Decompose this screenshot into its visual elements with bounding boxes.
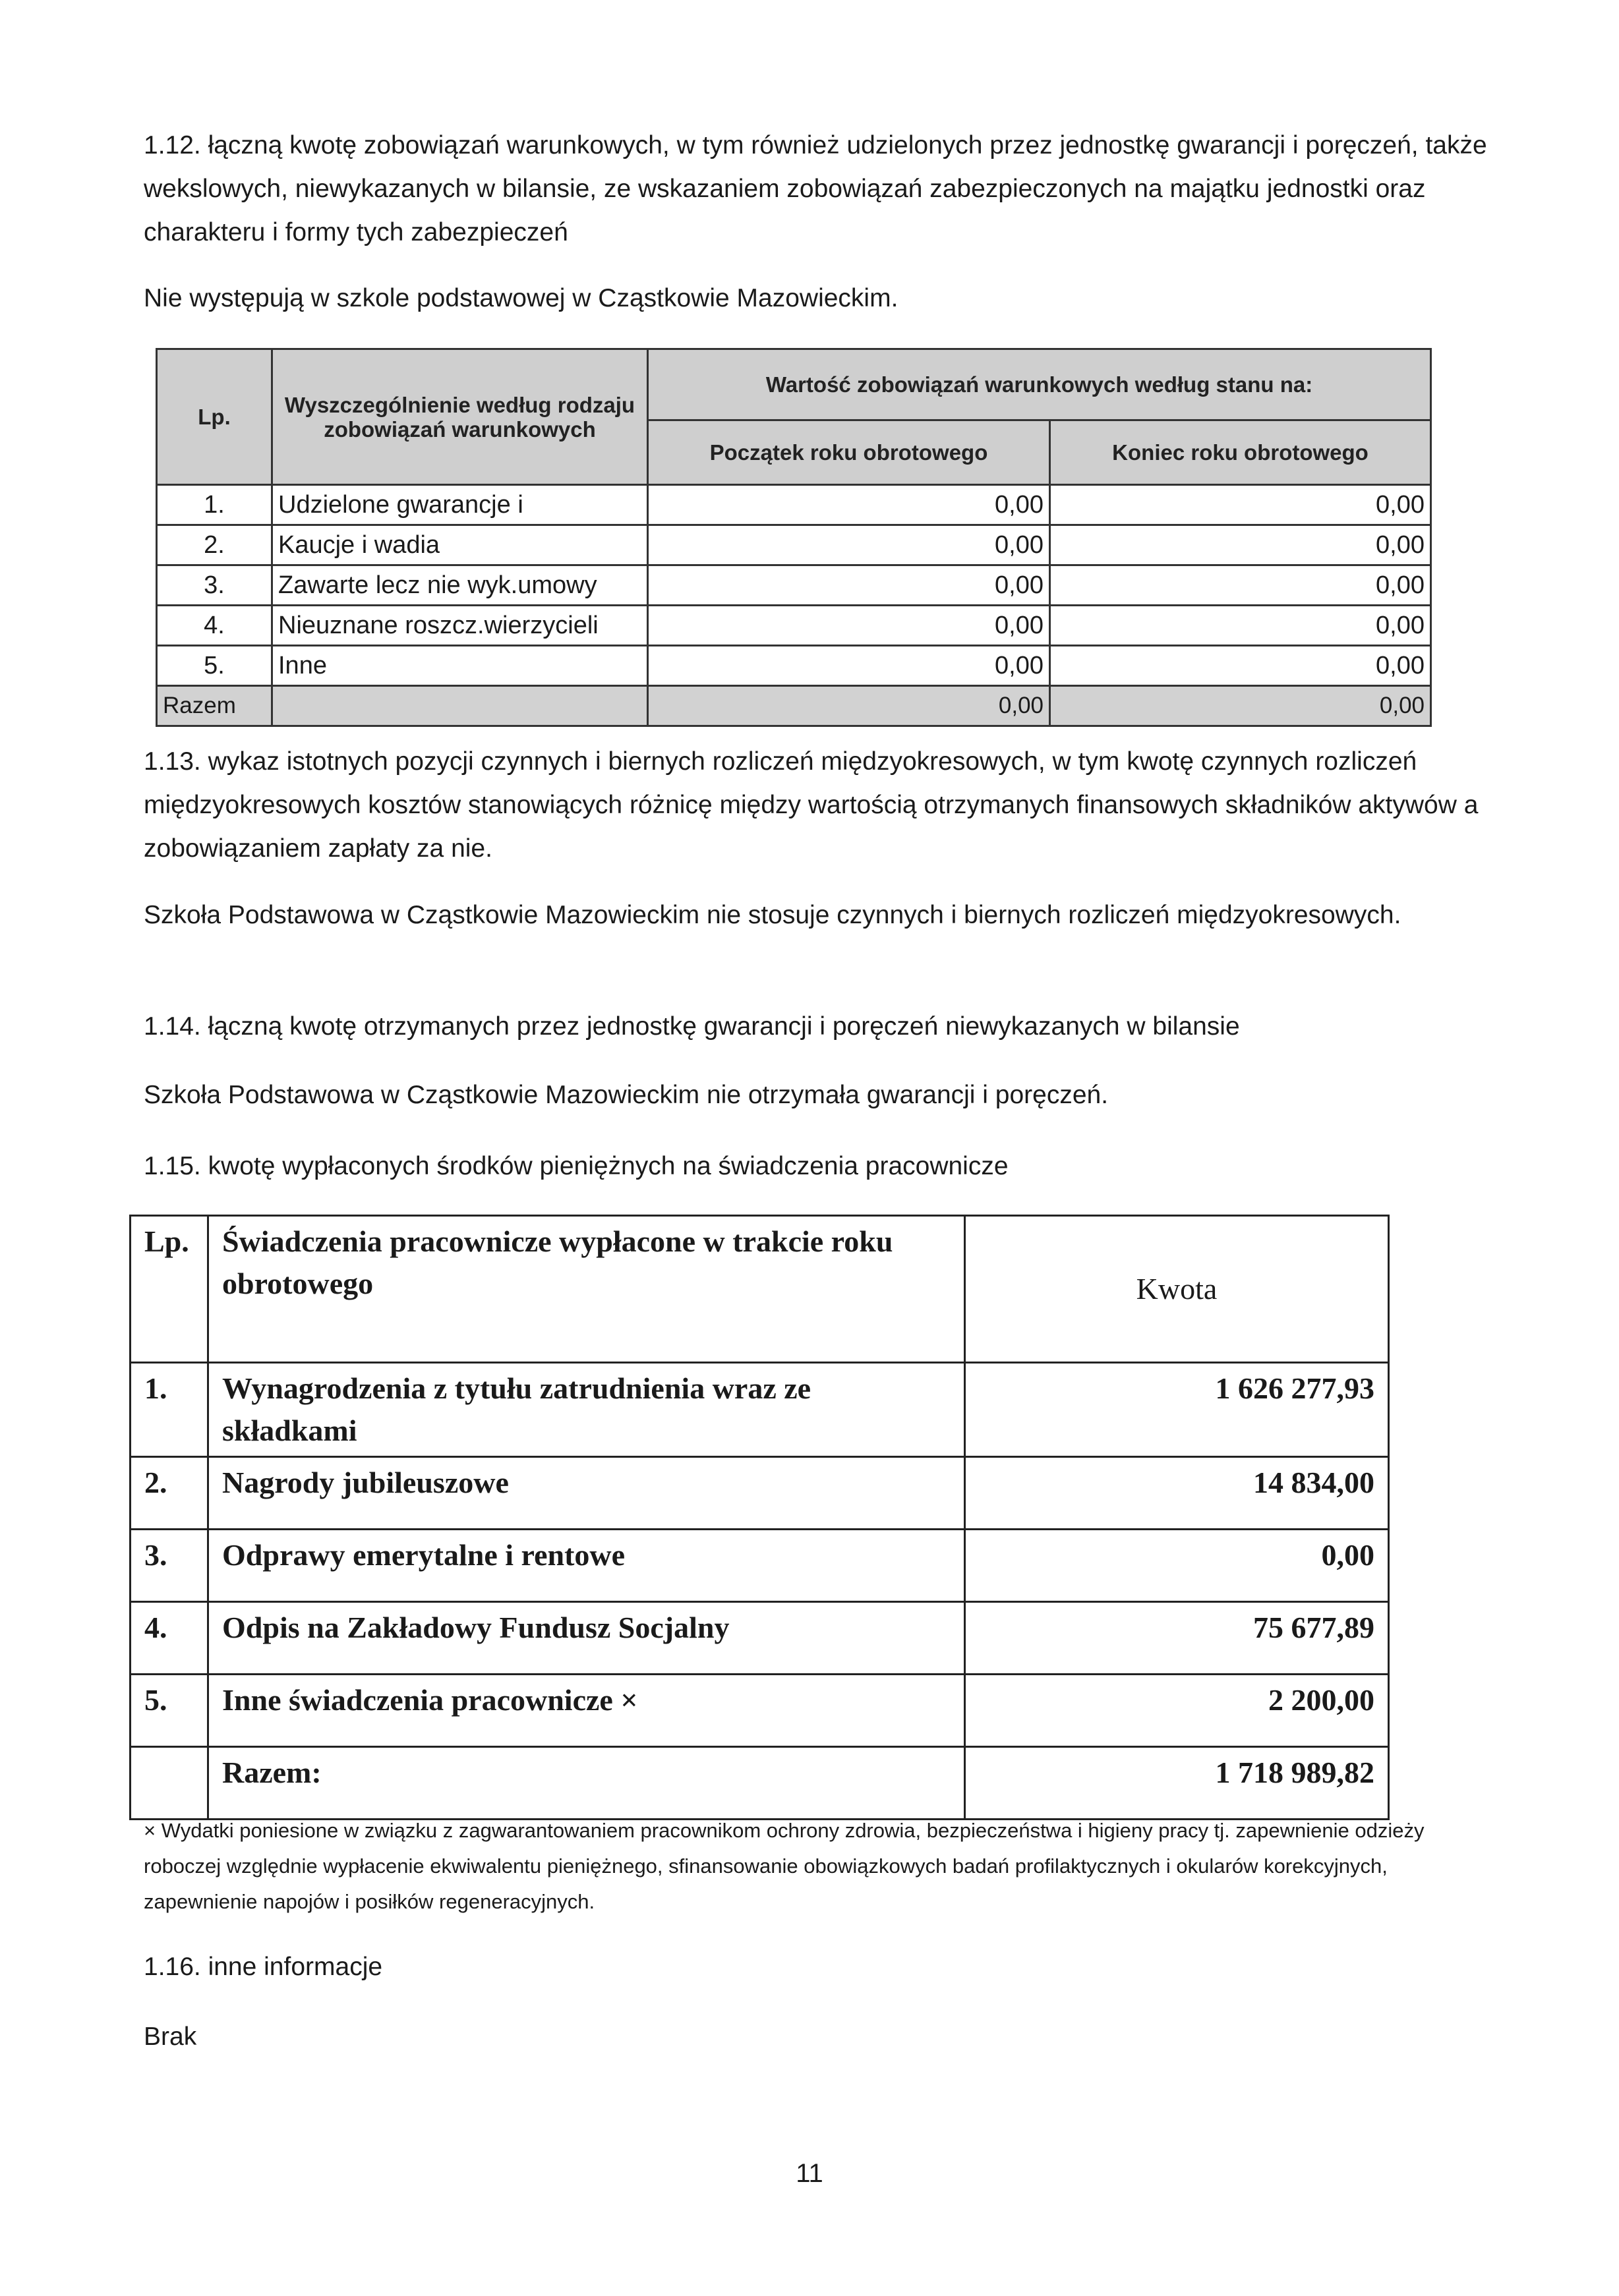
row-lp: 3. (157, 565, 272, 606)
row-name: Inne (272, 646, 648, 686)
section-1-12-note: Nie występują w szkole podstawowej w Cząstkowie Mazowieckim. (144, 284, 898, 312)
header-lp: Lp. (131, 1216, 208, 1363)
row-lp: 2. (157, 525, 272, 565)
row-lp: 1. (131, 1363, 208, 1457)
row-lp: 1. (157, 485, 272, 525)
section-1-14-note: Szkoła Podstawowa w Cząstkowie Mazowieckim nie otrzymała gwarancji i poręczeń. (144, 1081, 1109, 1109)
row-start: 0,00 (648, 525, 1050, 565)
row-lp: 3. (131, 1530, 208, 1602)
header-end: Koniec roku obrotowego (1050, 420, 1431, 485)
row-amount: 75 677,89 (965, 1602, 1389, 1675)
section-1-16-text: 1.16. inne informacje (144, 1953, 383, 1981)
page-number: 11 (796, 2159, 823, 2188)
table-row (157, 485, 1431, 525)
row-end: 0,00 (1050, 485, 1431, 525)
row-lp: 2. (131, 1457, 208, 1530)
table-row (157, 525, 1431, 565)
row-amount: 0,00 (965, 1530, 1389, 1602)
table-row (131, 1602, 1389, 1675)
table-row (131, 1675, 1389, 1747)
header-desc: Świadczenia pracownicze wypłacone w trakcie roku obrotowego (208, 1216, 965, 1363)
header-amount: Kwota (965, 1216, 1389, 1363)
row-desc: Odpis na Zakładowy Fundusz Socjalny (208, 1602, 965, 1675)
row-desc: Wynagrodzenia z tytułu zatrudnienia wraz ze składkami (208, 1363, 965, 1457)
row-start: 0,00 (648, 646, 1050, 686)
footnote: × Wydatki poniesione w związku z zagwarantowaniem pracownikom ochrony zdrowia, bezpieczeństwa i higieny pracy tj. zapewnienie odzieży roboczej względnie wypłacenie ekwiwalentu pieniężnego, sfinansowanie obowiązkowych badań profilaktycznych i okularów korekcyjnych, zapewnienie napojów i posiłków regeneracyjnych. (144, 1819, 1425, 1913)
section-1-13-note: Szkoła Podstawowa w Cząstkowie Mazowieckim nie stosuje czynnych i biernych rozliczeń międzyokresowych. (144, 901, 1401, 929)
row-lp: 4. (157, 606, 272, 646)
row-amount: 14 834,00 (965, 1457, 1389, 1530)
table-row (157, 606, 1431, 646)
section-1-15-text: 1.15. kwotę wypłaconych środków pieniężnych na świadczenia pracownicze (144, 1152, 1009, 1180)
sum-empty (272, 686, 648, 726)
section-1-12-text: 1.12. łączną kwotę zobowiązań warunkowych, w tym również udzielonych przez jednostkę gwarancji i poręczeń, także wekslowych, niewykazanych w bilansie, ze wskazaniem zobowiązań zabezpieczonych na majątku jednostki oraz charakteru i formy tych zabezpieczeń (144, 131, 1487, 246)
section-1-16-note: Brak (144, 2023, 197, 2051)
section-1-14-text: 1.14. łączną kwotę otrzymanych przez jednostkę gwarancji i poręczeń niewykazanych w bilansie (144, 1012, 1240, 1041)
header-type: Wyszczególnienie według rodzaju zobowiązań warunkowych (272, 349, 648, 485)
sum-amount: 1 718 989,82 (965, 1747, 1389, 1820)
table-header-row (157, 349, 1431, 420)
row-desc: Odprawy emerytalne i rentowe (208, 1530, 965, 1602)
sum-start: 0,00 (648, 686, 1050, 726)
employee-benefits-table (129, 1215, 1390, 1820)
row-end: 0,00 (1050, 525, 1431, 565)
table-sum-row (157, 686, 1431, 726)
row-lp: 5. (157, 646, 272, 686)
section-1-13-text: 1.13. wykaz istotnych pozycji czynnych i biernych rozliczeń międzyokresowych, w tym kwotę czynnych rozliczeń międzyokresowych kosztów stanowiących różnicę między wartością otrzymanych finansowych składników aktywów a zobowiązaniem zapłaty za nie. (144, 747, 1479, 863)
conditional-liabilities-table (156, 348, 1432, 727)
table-header-row (131, 1216, 1389, 1363)
row-lp: 5. (131, 1675, 208, 1747)
row-name: Zawarte lecz nie wyk.umowy (272, 565, 648, 606)
sum-label: Razem (157, 686, 272, 726)
table-row (157, 565, 1431, 606)
row-desc: Inne świadczenia pracownicze × (208, 1675, 965, 1747)
sum-empty (131, 1747, 208, 1820)
row-start: 0,00 (648, 565, 1050, 606)
row-desc: Nagrody jubileuszowe (208, 1457, 965, 1530)
table-row (131, 1530, 1389, 1602)
header-value: Wartość zobowiązań warunkowych według stanu na: (648, 349, 1431, 420)
row-end: 0,00 (1050, 565, 1431, 606)
header-lp: Lp. (157, 349, 272, 485)
row-start: 0,00 (648, 606, 1050, 646)
row-end: 0,00 (1050, 646, 1431, 686)
row-amount: 1 626 277,93 (965, 1363, 1389, 1457)
row-name: Kaucje i wadia (272, 525, 648, 565)
row-start: 0,00 (648, 485, 1050, 525)
table-row (131, 1363, 1389, 1457)
row-name: Nieuznane roszcz.wierzycieli (272, 606, 648, 646)
table-sum-row (131, 1747, 1389, 1820)
sum-end: 0,00 (1050, 686, 1431, 726)
header-start: Początek roku obrotowego (648, 420, 1050, 485)
table-row (157, 646, 1431, 686)
row-amount: 2 200,00 (965, 1675, 1389, 1747)
row-name: Udzielone gwarancje i (272, 485, 648, 525)
sum-label: Razem: (208, 1747, 965, 1820)
row-lp: 4. (131, 1602, 208, 1675)
row-end: 0,00 (1050, 606, 1431, 646)
table-row (131, 1457, 1389, 1530)
